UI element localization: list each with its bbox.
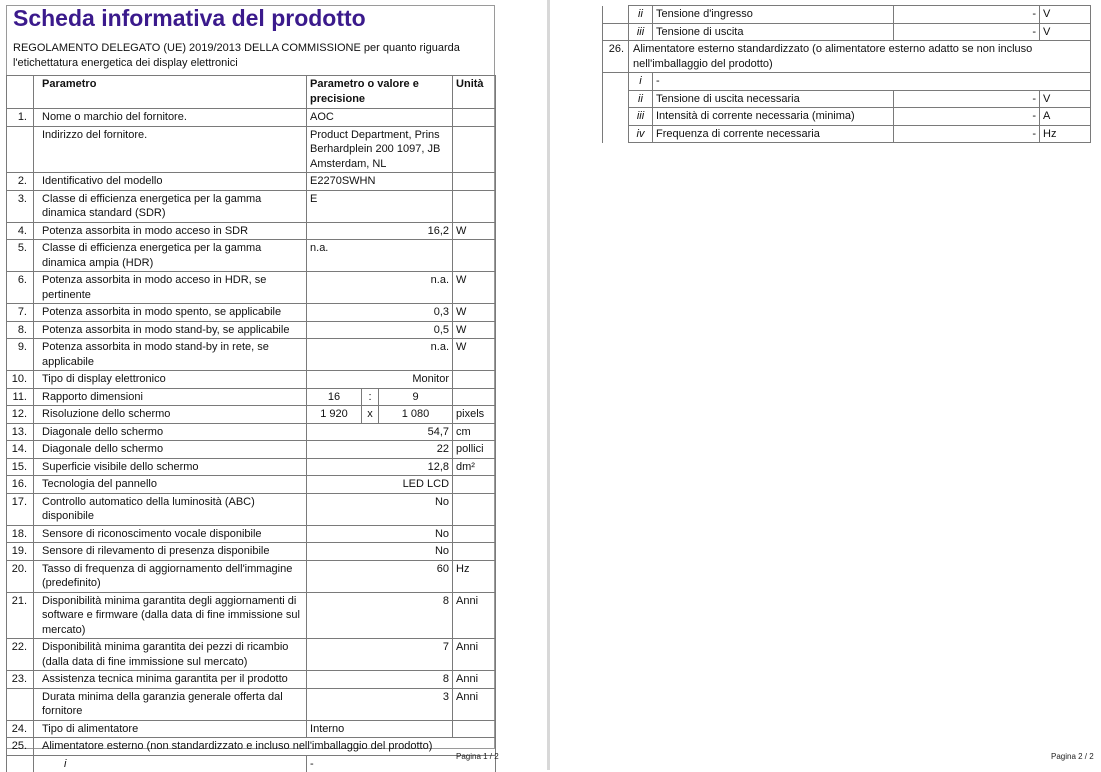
row-param: Disponibilità minima garantita dei pezzi di ricambio (dalla data di fine immissione sul mercato) bbox=[34, 639, 307, 671]
row-unit: W bbox=[453, 339, 496, 371]
row-number: 26. bbox=[603, 41, 629, 73]
row-unit: W bbox=[453, 321, 496, 339]
table-row bbox=[603, 73, 1091, 91]
row-param: Classe di efficienza energetica per la gamma dinamica ampia (HDR) bbox=[34, 240, 307, 272]
row-param: Rapporto dimensioni bbox=[34, 388, 307, 406]
row-value: - bbox=[307, 755, 496, 772]
row-value-sep: : bbox=[362, 388, 379, 406]
row-number: 3. bbox=[7, 190, 34, 222]
row-unit bbox=[453, 543, 496, 561]
table-row bbox=[7, 458, 496, 476]
row-unit bbox=[453, 493, 496, 525]
row-unit: pollici bbox=[453, 441, 496, 459]
page-number-2: Pagina 2 / 2 bbox=[1051, 752, 1094, 761]
row-value: Monitor bbox=[307, 371, 453, 389]
row-value: 16,2 bbox=[307, 222, 453, 240]
table-row bbox=[7, 321, 496, 339]
row-unit: Anni bbox=[453, 639, 496, 671]
row-value-b: 9 bbox=[379, 388, 453, 406]
table-row bbox=[7, 441, 496, 459]
table-row bbox=[7, 240, 496, 272]
row-value-sep: x bbox=[362, 406, 379, 424]
row-value: - bbox=[894, 90, 1040, 108]
row-number: 2. bbox=[7, 173, 34, 191]
row-value: - bbox=[894, 23, 1040, 41]
row-param: Potenza assorbita in modo acceso in SDR bbox=[34, 222, 307, 240]
row-value: 54,7 bbox=[307, 423, 453, 441]
table-row bbox=[7, 476, 496, 494]
row-number bbox=[7, 126, 34, 173]
table-row bbox=[7, 639, 496, 671]
row-number: 18. bbox=[7, 525, 34, 543]
table-row bbox=[7, 720, 496, 738]
row-value: 0,5 bbox=[307, 321, 453, 339]
row-number: 13. bbox=[7, 423, 34, 441]
table-row bbox=[7, 272, 496, 304]
row-number bbox=[603, 90, 629, 108]
row-number: 16. bbox=[7, 476, 34, 494]
row-value: 0,3 bbox=[307, 304, 453, 322]
row-value: Interno bbox=[307, 720, 453, 738]
row-number: 19. bbox=[7, 543, 34, 561]
row-value: E2270SWHN bbox=[307, 173, 453, 191]
row-number: 1. bbox=[7, 109, 34, 127]
row-param: Indirizzo del fornitore. bbox=[34, 126, 307, 173]
row-value: 3 bbox=[307, 688, 453, 720]
table-row bbox=[603, 23, 1091, 41]
power-supply-table bbox=[602, 5, 1091, 143]
table-row bbox=[7, 222, 496, 240]
row-value: No bbox=[307, 543, 453, 561]
row-unit: Hz bbox=[1040, 125, 1091, 143]
table-row bbox=[603, 90, 1091, 108]
sub-index: i bbox=[629, 73, 653, 91]
row-unit bbox=[453, 173, 496, 191]
row-unit bbox=[453, 109, 496, 127]
sub-index: ii bbox=[629, 90, 653, 108]
row-param: Identificativo del modello bbox=[34, 173, 307, 191]
row-param: Alimentatore esterno standardizzato (o alimentatore esterno adatto se non incluso nell'imballaggio del prodotto) bbox=[629, 41, 1091, 73]
row-number bbox=[603, 125, 629, 143]
table-row bbox=[7, 671, 496, 689]
sub-index: i bbox=[34, 755, 307, 772]
row-unit: V bbox=[1040, 6, 1091, 24]
row-param: Frequenza di corrente necessaria bbox=[653, 125, 894, 143]
row-param: Potenza assorbita in modo spento, se applicabile bbox=[34, 304, 307, 322]
row-param: Alimentatore esterno (non standardizzato e incluso nell'imballaggio del prodotto) bbox=[34, 738, 496, 756]
row-param: Diagonale dello schermo bbox=[34, 441, 307, 459]
row-param: Tasso di frequenza di aggiornamento dell'immagine (predefinito) bbox=[34, 560, 307, 592]
row-unit: V bbox=[1040, 90, 1091, 108]
row-value: AOC bbox=[307, 109, 453, 127]
row-value: - bbox=[653, 73, 1091, 91]
row-unit: V bbox=[1040, 23, 1091, 41]
row-number: 24. bbox=[7, 720, 34, 738]
row-number: 11. bbox=[7, 388, 34, 406]
row-value: 22 bbox=[307, 441, 453, 459]
table-row bbox=[7, 406, 496, 424]
row-unit: Hz bbox=[453, 560, 496, 592]
table-row bbox=[7, 738, 496, 756]
row-param: Superficie visibile dello schermo bbox=[34, 458, 307, 476]
row-number bbox=[7, 688, 34, 720]
table-row bbox=[7, 190, 496, 222]
table-row bbox=[7, 339, 496, 371]
row-value: 60 bbox=[307, 560, 453, 592]
row-param: Potenza assorbita in modo stand-by, se applicabile bbox=[34, 321, 307, 339]
row-value: LED LCD bbox=[307, 476, 453, 494]
row-number: 8. bbox=[7, 321, 34, 339]
row-param: Risoluzione dello schermo bbox=[34, 406, 307, 424]
row-param: Classe di efficienza energetica per la gamma dinamica standard (SDR) bbox=[34, 190, 307, 222]
row-value: - bbox=[894, 6, 1040, 24]
row-param: Intensità di corrente necessaria (minima) bbox=[653, 108, 894, 126]
table-row bbox=[603, 108, 1091, 126]
row-param: Sensore di rilevamento di presenza disponibile bbox=[34, 543, 307, 561]
row-number: 22. bbox=[7, 639, 34, 671]
row-param: Controllo automatico della luminosità (ABC) disponibile bbox=[34, 493, 307, 525]
row-param: Potenza assorbita in modo acceso in HDR, se pertinente bbox=[34, 272, 307, 304]
row-number: 4. bbox=[7, 222, 34, 240]
row-param: Tipo di alimentatore bbox=[34, 720, 307, 738]
table-row bbox=[7, 76, 496, 109]
table-row bbox=[7, 371, 496, 389]
row-unit bbox=[453, 720, 496, 738]
row-value: 7 bbox=[307, 639, 453, 671]
row-number: 10. bbox=[7, 371, 34, 389]
row-unit bbox=[453, 371, 496, 389]
row-unit: Anni bbox=[453, 671, 496, 689]
row-number: 9. bbox=[7, 339, 34, 371]
row-value: n.a. bbox=[307, 339, 453, 371]
table-row bbox=[7, 592, 496, 639]
row-unit bbox=[453, 388, 496, 406]
row-param: Tensione di uscita necessaria bbox=[653, 90, 894, 108]
table-row bbox=[7, 755, 496, 772]
row-value-a: 1 920 bbox=[307, 406, 362, 424]
row-value: - bbox=[894, 125, 1040, 143]
row-number: 20. bbox=[7, 560, 34, 592]
table-row bbox=[7, 388, 496, 406]
row-number: 23. bbox=[7, 671, 34, 689]
table-row bbox=[7, 525, 496, 543]
header-param: Parametro bbox=[34, 76, 307, 109]
row-param: Tecnologia del pannello bbox=[34, 476, 307, 494]
row-param: Assistenza tecnica minima garantita per il prodotto bbox=[34, 671, 307, 689]
row-unit: W bbox=[453, 304, 496, 322]
row-value-b: 1 080 bbox=[379, 406, 453, 424]
row-number: 5. bbox=[7, 240, 34, 272]
sub-index: iii bbox=[629, 23, 653, 41]
header-unit: Unità bbox=[453, 76, 496, 109]
row-value: n.a. bbox=[307, 272, 453, 304]
row-unit bbox=[453, 240, 496, 272]
row-number bbox=[603, 23, 629, 41]
row-unit bbox=[453, 190, 496, 222]
table-row bbox=[7, 173, 496, 191]
row-value: 8 bbox=[307, 671, 453, 689]
row-number: 25. bbox=[7, 738, 34, 756]
page-separator bbox=[547, 0, 550, 770]
header-value: Parametro o valore e precisione bbox=[307, 76, 453, 109]
row-param: Tipo di display elettronico bbox=[34, 371, 307, 389]
table-row bbox=[7, 304, 496, 322]
row-value: E bbox=[307, 190, 453, 222]
sub-index: iii bbox=[629, 108, 653, 126]
row-number bbox=[603, 6, 629, 24]
row-unit bbox=[453, 476, 496, 494]
row-unit: W bbox=[453, 272, 496, 304]
table-row bbox=[7, 560, 496, 592]
row-value: 8 bbox=[307, 592, 453, 639]
row-value: n.a. bbox=[307, 240, 453, 272]
row-unit: cm bbox=[453, 423, 496, 441]
table-row bbox=[7, 423, 496, 441]
row-value: - bbox=[894, 108, 1040, 126]
row-number: 15. bbox=[7, 458, 34, 476]
row-param: Tensione d'ingresso bbox=[653, 6, 894, 24]
row-value: No bbox=[307, 493, 453, 525]
header-number bbox=[7, 76, 34, 109]
table-row bbox=[603, 41, 1091, 73]
row-number: 7. bbox=[7, 304, 34, 322]
row-param: Sensore di riconoscimento vocale disponibile bbox=[34, 525, 307, 543]
row-param: Nome o marchio del fornitore. bbox=[34, 109, 307, 127]
row-number: 12. bbox=[7, 406, 34, 424]
sub-index: ii bbox=[629, 6, 653, 24]
row-param: Tensione di uscita bbox=[653, 23, 894, 41]
row-number: 17. bbox=[7, 493, 34, 525]
row-value: 12,8 bbox=[307, 458, 453, 476]
row-param: Disponibilità minima garantita degli aggiornamenti di software e firmware (dalla data di fine immissione sul mercato) bbox=[34, 592, 307, 639]
page-number-1: Pagina 1 / 2 bbox=[456, 752, 499, 761]
row-number bbox=[603, 108, 629, 126]
row-unit: W bbox=[453, 222, 496, 240]
table-row bbox=[603, 125, 1091, 143]
row-number bbox=[603, 73, 629, 91]
row-number: 21. bbox=[7, 592, 34, 639]
row-number: 14. bbox=[7, 441, 34, 459]
table-row bbox=[7, 126, 496, 173]
row-unit bbox=[453, 525, 496, 543]
table-row bbox=[603, 6, 1091, 24]
row-unit: pixels bbox=[453, 406, 496, 424]
table-row bbox=[7, 688, 496, 720]
row-number bbox=[7, 755, 34, 772]
row-unit: dm² bbox=[453, 458, 496, 476]
row-unit: Anni bbox=[453, 688, 496, 720]
product-info-table bbox=[6, 75, 496, 772]
row-unit bbox=[453, 126, 496, 173]
row-number: 6. bbox=[7, 272, 34, 304]
sub-index: iv bbox=[629, 125, 653, 143]
table-row bbox=[7, 493, 496, 525]
page-title: Scheda informativa del prodotto bbox=[13, 5, 366, 31]
row-value-a: 16 bbox=[307, 388, 362, 406]
row-param: Durata minima della garanzia generale offerta dal fornitore bbox=[34, 688, 307, 720]
table-row bbox=[7, 543, 496, 561]
regulation-text: REGOLAMENTO DELEGATO (UE) 2019/2013 DELLA COMMISSIONE per quanto riguarda l'etichettatura energetica dei display elettronici bbox=[13, 42, 460, 69]
row-unit: A bbox=[1040, 108, 1091, 126]
row-param: Diagonale dello schermo bbox=[34, 423, 307, 441]
table-row bbox=[7, 109, 496, 127]
row-value: Product Department, Prins Berhardplein 200 1097, JB Amsterdam, NL bbox=[307, 126, 453, 173]
row-unit: Anni bbox=[453, 592, 496, 639]
row-value: No bbox=[307, 525, 453, 543]
row-param: Potenza assorbita in modo stand-by in rete, se applicabile bbox=[34, 339, 307, 371]
